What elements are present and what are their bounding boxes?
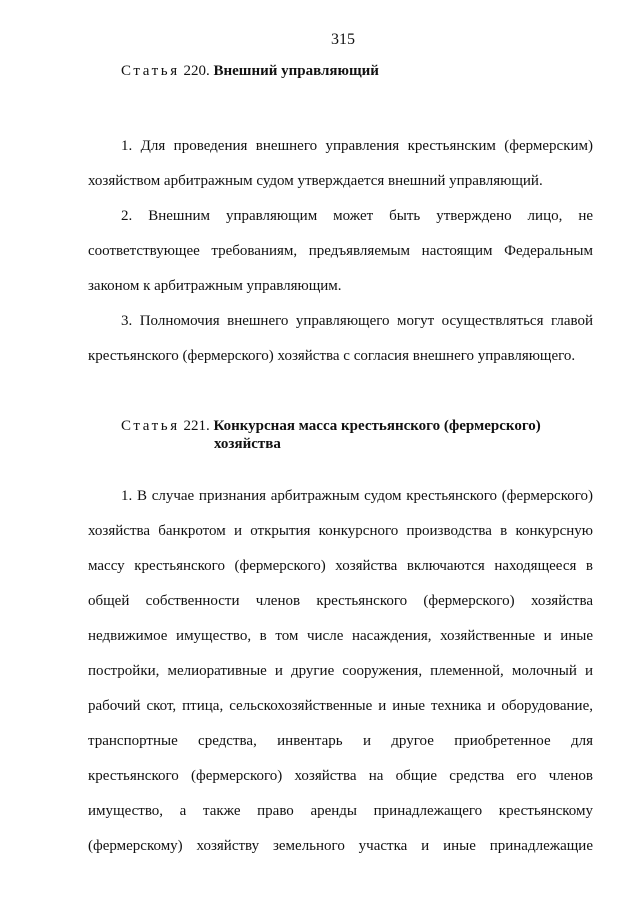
article-221-title-continued: хозяйства [214,436,281,452]
article-220-number: 220. [183,63,210,79]
article-221-line-9: крестьянского (фермерского) хозяйства на общие средства его членов [88,768,593,784]
article-220-heading [121,62,379,80]
article-221-title: Конкурсная масса крестьянского (фермерского) [213,418,541,434]
article-220-paragraph-3-line-1: 3. Полномочия внешнего управляющего могут осуществляться главой [121,313,593,329]
article-220-paragraph-2-line-1: 2. Внешним управляющим может быть утверждено лицо, не [121,208,593,224]
article-221-line-5: недвижимое имущество, в том числе насаждения, хозяйственные и иные [88,628,593,644]
article-220-title: Внешний управляющий [213,63,379,79]
article-221-line-1: 1. В случае признания арбитражным судом крестьянского (фермерского) [121,488,593,504]
article-220-paragraph-2-line-3: законом к арбитражным управляющим. [88,278,342,294]
article-221-line-8: транспортные средства, инвентарь и другое приобретенное для [88,733,593,749]
article-221-line-4: общей собственности членов крестьянского (фермерского) хозяйства [88,593,593,609]
article-221-line-3: массу крестьянского (фермерского) хозяйства включаются находящееся в [88,558,593,574]
article-221-line-11: (фермерскому) хозяйству земельного участка и иные принадлежащие [88,838,593,854]
article-221-line-7: рабочий скот, птица, сельскохозяйственные и иные техника и оборудование, [88,698,593,714]
article-221-label: Статья [121,418,180,434]
article-220-paragraph-1-line-1: 1. Для проведения внешнего управления крестьянским (фермерским) [121,138,593,154]
article-221-line-10: имущество, а также право аренды принадлежащего крестьянскому [88,803,593,819]
article-221-heading [121,417,541,435]
article-221-number: 221. [183,418,210,434]
article-220-label: Статья [121,63,180,79]
article-220-paragraph-3-line-2: крестьянского (фермерского) хозяйства с согласия внешнего управляющего. [88,348,576,364]
page-number: 315 [331,31,355,48]
article-221-line-6: постройки, мелиоративные и другие сооружения, племенной, молочный и [88,663,593,679]
article-220-paragraph-2-line-2: соответствующее требованиям, предъявляемым настоящим Федеральным [88,243,593,259]
article-220-paragraph-1-line-2: хозяйством арбитражным судом утверждается внешний управляющий. [88,173,543,189]
article-221-line-2: хозяйства банкротом и открытия конкурсного производства в конкурсную [88,523,593,539]
